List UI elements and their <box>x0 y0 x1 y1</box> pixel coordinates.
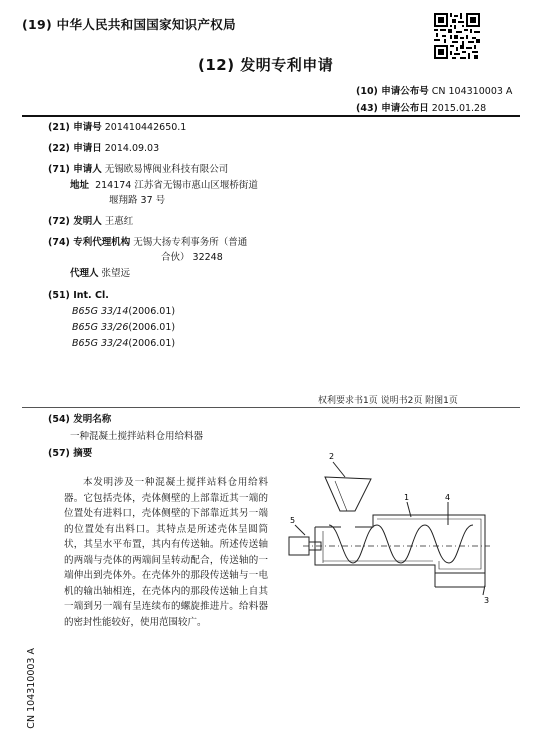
publication-number: (10) 申请公布号 CN 104310003 A <box>356 86 513 97</box>
hopper-inlet <box>325 477 371 511</box>
document-type: (12) 发明专利申请 <box>198 56 334 74</box>
publication-date: (43) 申请公布日 2015.01.28 <box>356 103 487 114</box>
patent-agency: (74) 专利代理机构 无锡大扬专利事务所（普通 <box>48 237 248 248</box>
filing-date: (22) 申请日 2014.09.03 <box>48 143 160 154</box>
screw-flight <box>329 525 473 563</box>
office-name: (19) 中华人民共和国国家知识产权局 <box>22 17 236 32</box>
invention-title: 一种混凝土搅拌站料仓用给料器 <box>70 431 204 442</box>
address: 地址 214174 江苏省无锡市惠山区堰桥街道 <box>70 180 258 191</box>
ipc-entry: B65G 33/26(2006.01) <box>72 322 176 333</box>
section-rule <box>22 407 520 408</box>
header-rule <box>22 115 520 117</box>
label-2: 2 <box>329 452 335 461</box>
label-5: 5 <box>290 516 296 525</box>
outlet <box>435 573 485 587</box>
ipc-entry: B65G 33/24(2006.01) <box>72 338 176 349</box>
address-line-2: 堰翔路 37 号 <box>109 195 166 206</box>
abstract-label: (57) 摘要 <box>48 448 93 459</box>
abstract-text: 本发明涉及一种混凝土搅拌站料仓用给料器。它包括壳体，壳体侧壁的上部靠近其一端的位置处有进料口，壳体侧壁的下部靠近其另一端的位置处有出料口。其特点是所述壳体呈圆筒状，其呈水平布置，其内有传送轴。所述传送轴的两端与壳体的两端间呈转动配合，传送轴的一端伸出到壳体外。在壳体外的那段传送轴与一电机的输出轴相连，在壳体内的那段传送轴上自其一端到另一端有呈连续布的螺旋推进片。给料器的密封性能较好，使用范围较广。 <box>64 477 268 628</box>
ipc-entry: B65G 33/14(2006.01) <box>72 306 176 317</box>
ipc-label: (51) Int. Cl. <box>48 290 109 301</box>
feeder-drawing <box>285 445 515 605</box>
housing-lower <box>315 527 485 573</box>
title-label: (54) 发明名称 <box>48 414 112 425</box>
agent: 代理人 张望远 <box>70 268 131 279</box>
side-publication-number: CN 104310003 A <box>26 648 37 729</box>
qr-code <box>434 13 480 59</box>
application-number: (21) 申请号 201410442650.1 <box>48 122 187 133</box>
label-4: 4 <box>445 493 451 502</box>
label-1: 1 <box>404 493 410 502</box>
page-counts: 权利要求书1页 说明书2页 附图1页 <box>318 396 458 406</box>
agency-line-2: 合伙） 32248 <box>161 252 223 263</box>
label-3: 3 <box>484 596 490 605</box>
inventor: (72) 发明人 王惠红 <box>48 216 134 227</box>
applicant: (71) 申请人 无锡欧易博阀业科技有限公司 <box>48 164 229 175</box>
